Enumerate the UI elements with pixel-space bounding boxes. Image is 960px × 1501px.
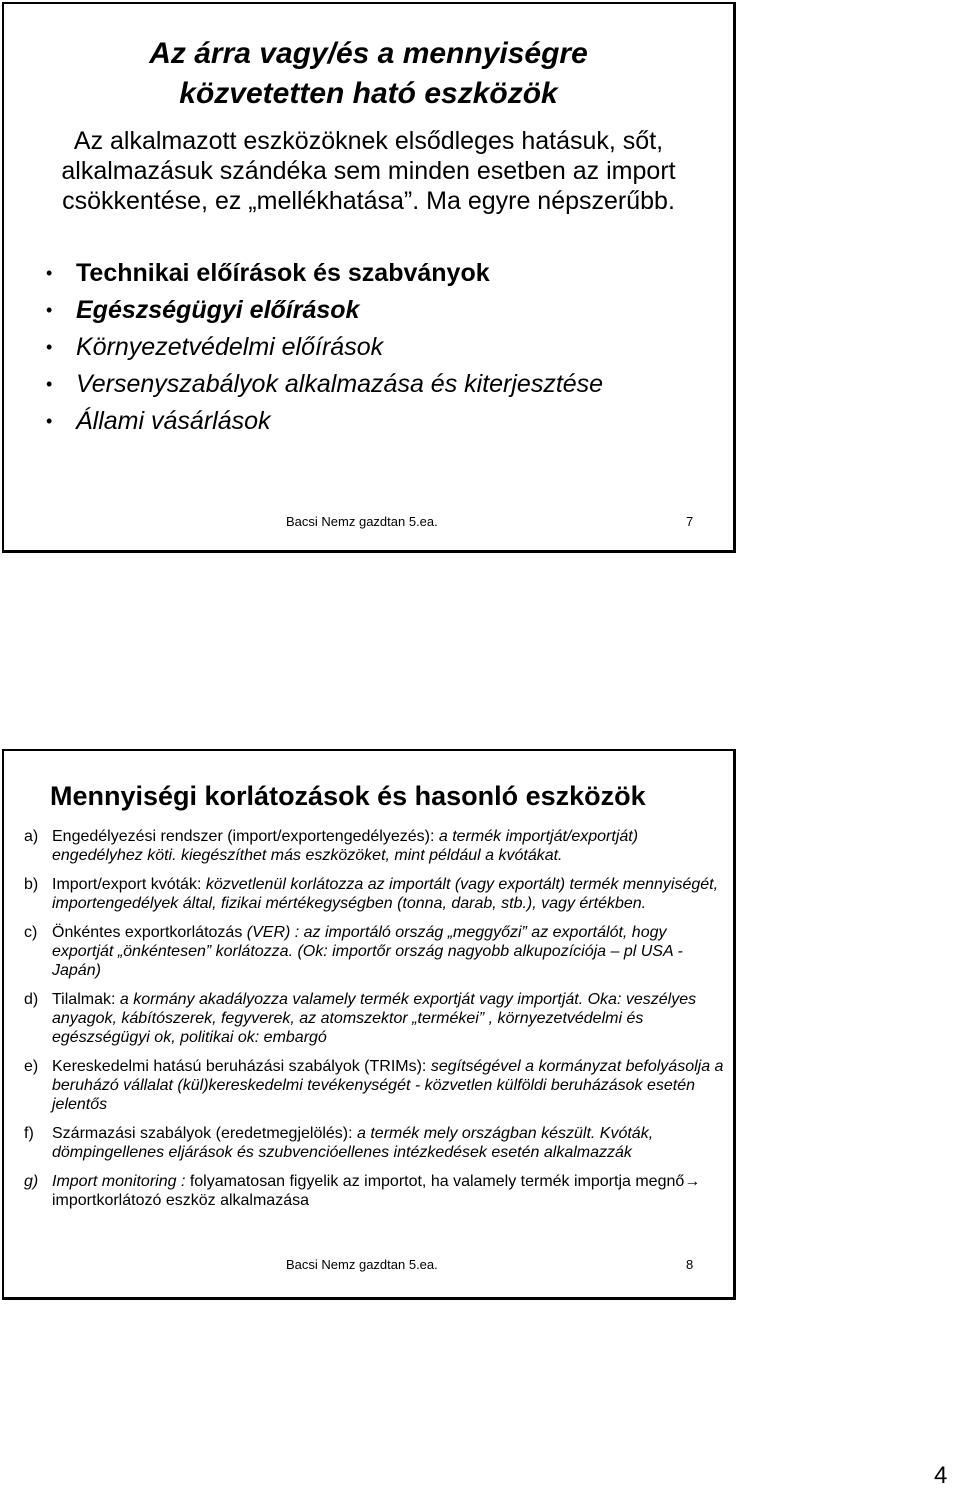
slide-number: 8 [686,1257,694,1272]
bullet-item: • Versenyszabályok alkalmazása és kiterjesztése [46,370,604,398]
list-item: f) Származási szabályok (eredetmegjelölés): a termék mely országban készült. Kvóták, dömpingellenes eljárások és szubvencióellenes intézkedések esetén alkalmazzák [24,1125,654,1161]
title-line-2: közvetetten ható eszközök [179,77,558,110]
list-item: e) Kereskedelmi hatású beruházási szabályok (TRIMs): segítségével a kormányzat befolyásolja a beruházó vállalat (kül)kereskedelmi tevékenységét - közvetlen külföldi beruházások esetén jelentős [24,1058,724,1113]
slide-title: Mennyiségi korlátozások és hasonló eszközök [50,781,646,811]
slide-8 [2,749,736,1300]
slide-7 [2,2,736,553]
list-item: d) Tilalmak: a kormány akadályozza valamely termék exportját vagy importját. Oka: veszélyes anyagok, kábítószerek, fegyverek, az atomszektor „termékei” , környezetvédelmi és egészségügyi ok, politikai ok: embargó [24,991,697,1046]
bullet-icon: • [46,337,53,357]
bullet-icon: • [46,374,53,394]
bullet-icon: • [46,300,53,320]
slide-footer: Bacsi Nemz gazdtan 5.ea. [286,514,438,529]
bullet-icon: • [46,263,53,283]
list-item: g) Import monitoring : folyamatosan figyelik az importot, ha valamely termék importja megnő→ importkorlátozó eszköz alkalmazása [24,1173,701,1209]
page-number: 4 [934,1462,948,1489]
intro-text: Az alkalmazott eszközöknek elsődleges hatásuk, sőt, alkalmazásuk szándéka sem minden esetben az import csökkentése, ez „mellékhatása”. Ma egyre népszerűbb. [61,127,676,215]
slide-footer: Bacsi Nemz gazdtan 5.ea. [286,1257,438,1272]
list-item: a) Engedélyezési rendszer (import/exportengedélyezés): a termék importját/exportját) engedélyhez köti. kiegészíthet más eszközöket, mint például a kvótákat. [24,828,639,864]
list-item: b) Import/export kvóták: közvetlenül korlátozza az importált (vagy exportált) termék mennyiségét, importengedélyek által, fizikai mértékegységben (tonna, darab, stb.), vagy értékben. [24,876,719,912]
item-list [24,827,724,1220]
bullet-item: • Egészségügyi előírások [46,296,360,324]
slide-title [4,34,733,114]
bullet-list [42,259,636,444]
bullet-item: • Környezetvédelmi előírások [46,333,384,361]
list-item: c) Önkéntes exportkorlátozás (VER) : az importáló ország „meggyőzi” az exportálót, hogy exportját „önkéntesen” korlátozza. (Ok: importőr ország nagyobb alkupozíciója – pl USA - Japán) [24,924,683,979]
title-line-1: Az árra vagy/és a mennyiségre [149,37,588,70]
bullet-icon: • [46,411,53,431]
slide-number: 7 [686,514,694,529]
bullet-item: • Technikai előírások és szabványok [46,259,490,287]
bullet-item: • Állami vásárlások [46,407,271,435]
